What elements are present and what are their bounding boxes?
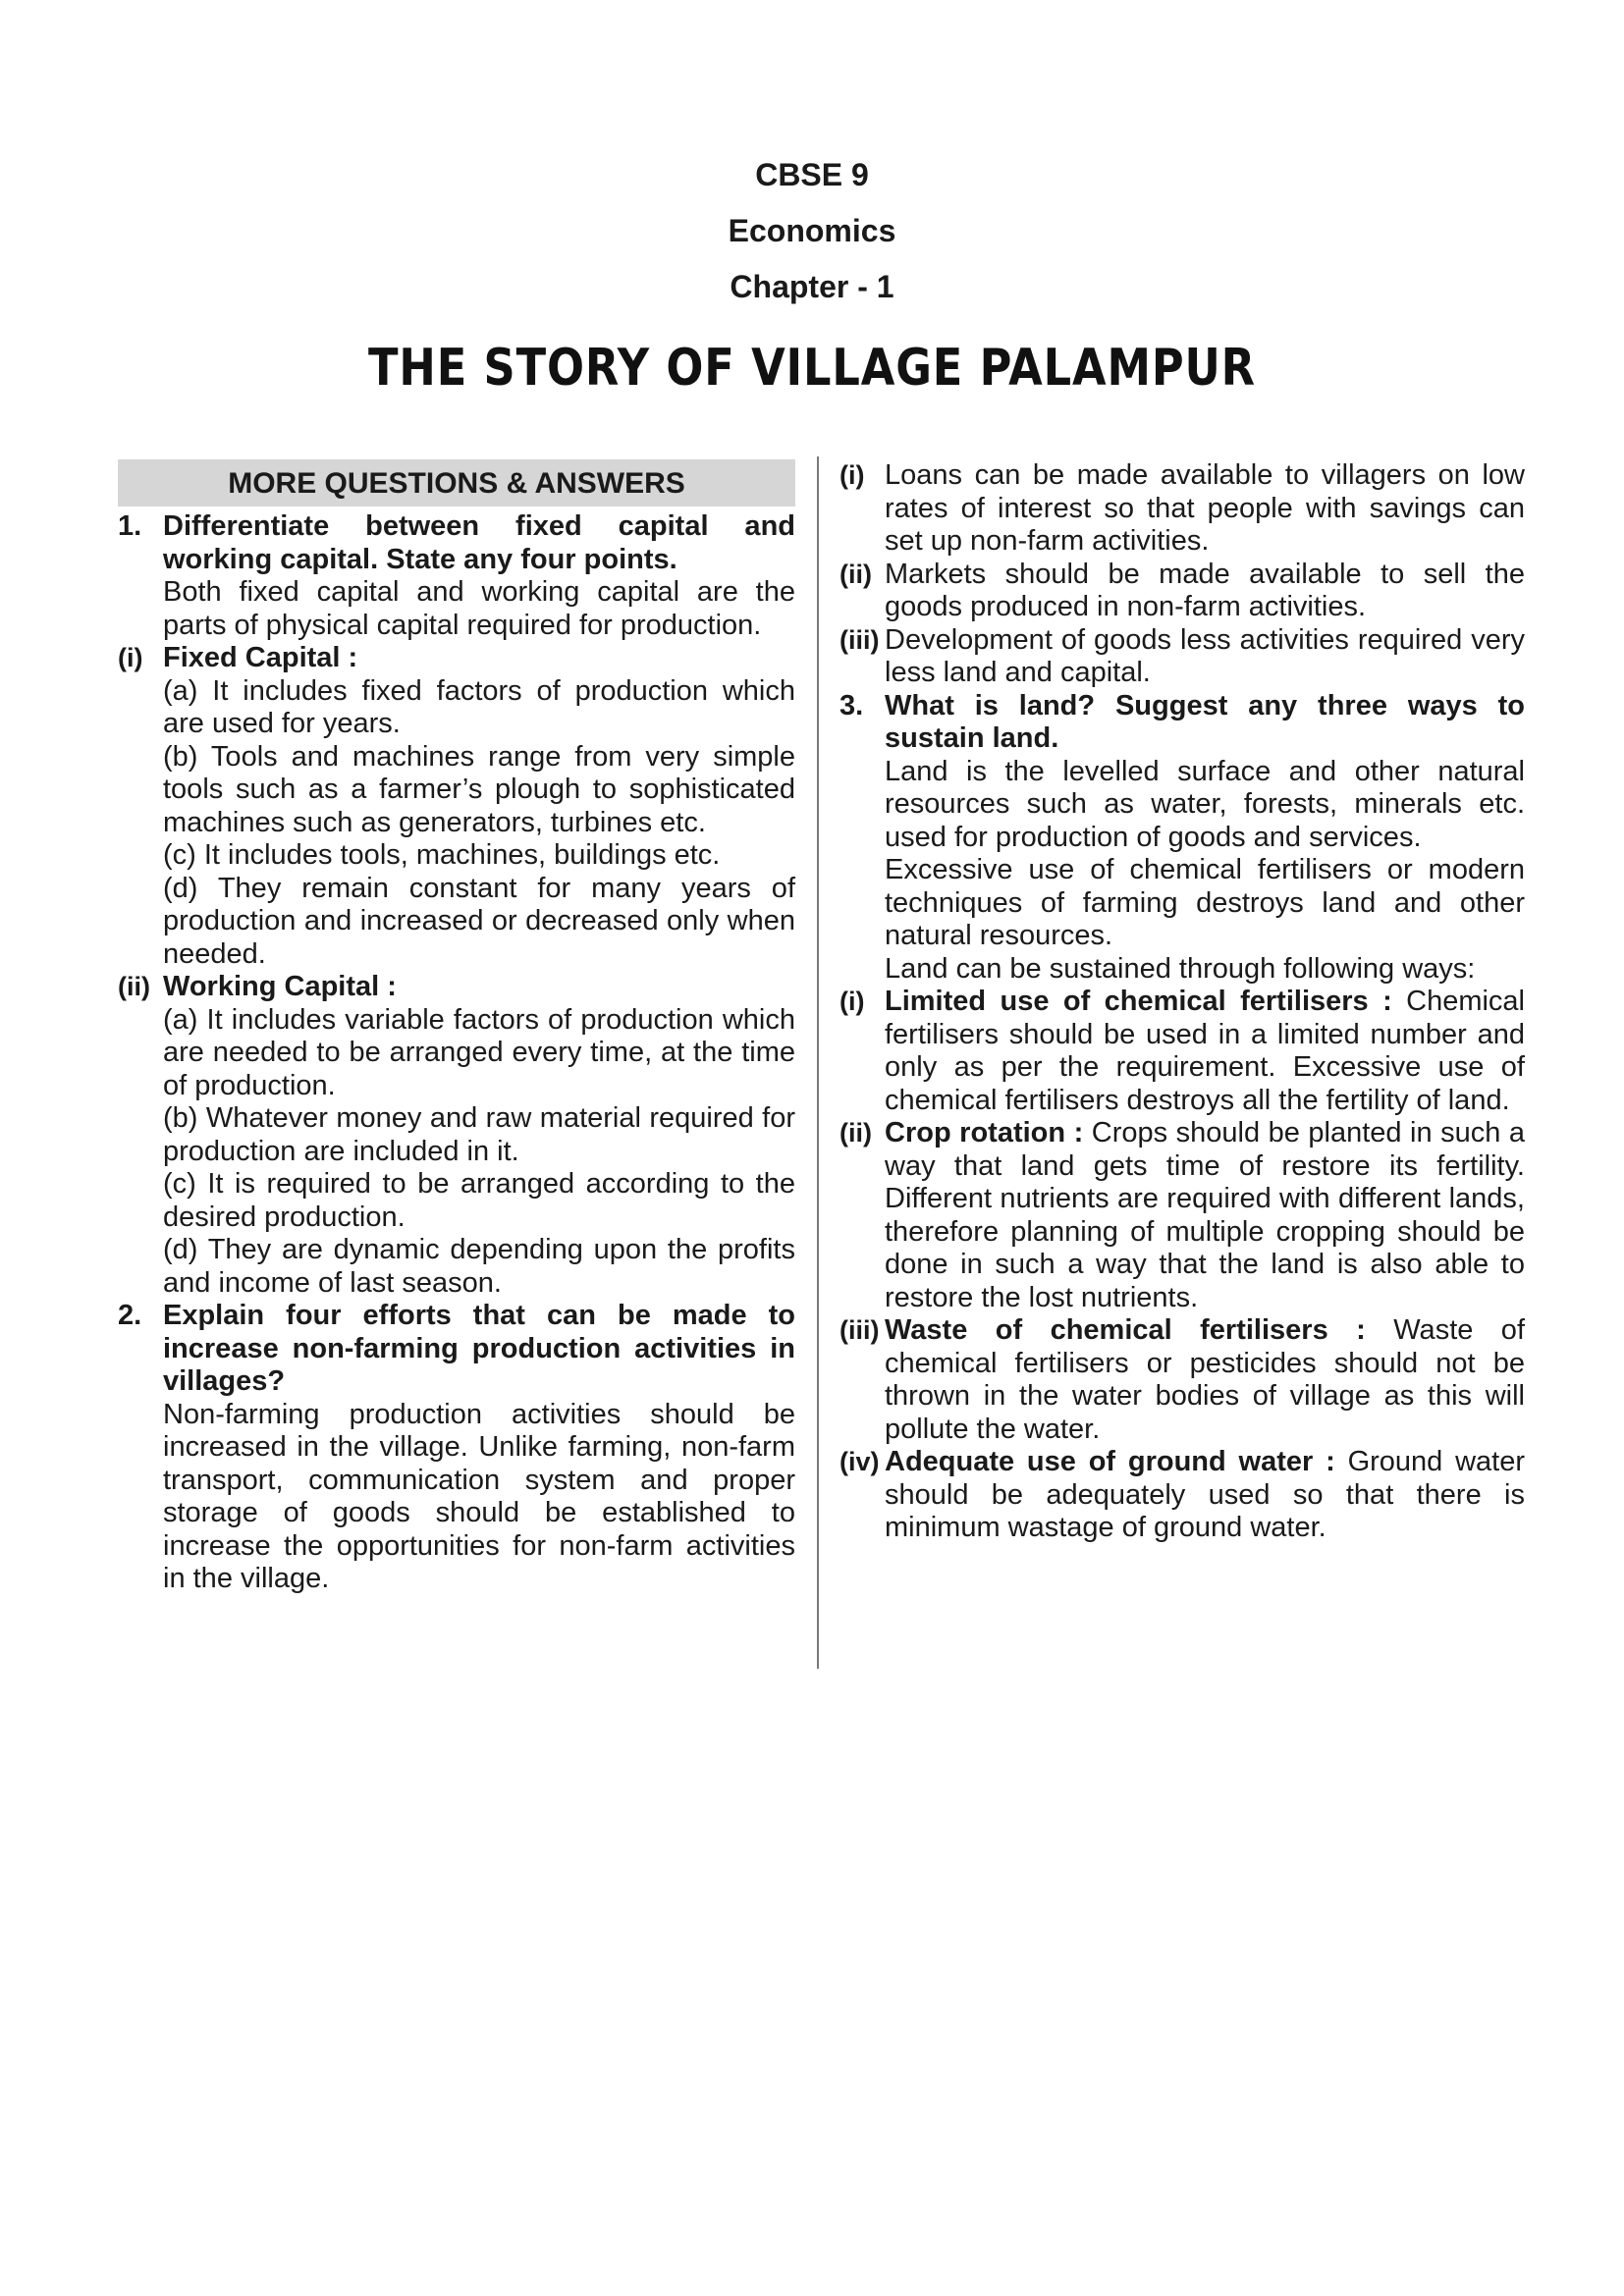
point-number: (i) <box>839 987 865 1016</box>
question-number: 1. <box>118 510 142 542</box>
list-item <box>839 624 1525 690</box>
question-text: What is land? Suggest any three ways to sustain land. <box>885 689 1525 754</box>
point-number: (iii) <box>839 624 880 655</box>
answer-paragraph: Land can be sustained through following ways: <box>885 952 1476 985</box>
list-item: (b) Whatever money and raw material required for production are included in it. <box>163 1102 795 1167</box>
point-body: Chemical fertilisers should be used in a limited number and only as per the requirement. Excessive use of chemical fertilisers destroys all the fertility of land. <box>885 986 1525 1116</box>
fixed-capital-block <box>118 642 795 971</box>
question-2 <box>118 1300 795 1596</box>
point-heading: Limited use of chemical fertilisers : <box>885 986 1392 1017</box>
chapter-title: THE STORY OF VILLAGE PALAMPUR <box>368 339 1256 398</box>
list-item: (a) It includes variable factors of production which are needed to be arranged every time, at the time of production. <box>163 1003 795 1101</box>
question-number: 3. <box>839 689 864 721</box>
list-item <box>839 1446 1525 1545</box>
point-number: (iv) <box>839 1447 880 1476</box>
list-item: (c) It is required to be arranged according to the desired production. <box>163 1168 795 1233</box>
point-heading: Crop rotation : <box>885 1117 1084 1148</box>
list-item: (c) It includes tools, machines, buildings etc. <box>163 839 721 871</box>
point-text <box>885 1446 1525 1545</box>
point-number: (ii) <box>839 559 872 589</box>
question-text: Explain four efforts that can be made to increase non-farming production activities in villages? <box>163 1300 795 1397</box>
point-text: Development of goods less activities required very less land and capital. <box>885 623 1525 688</box>
point-heading: Adequate use of ground water : <box>885 1446 1335 1477</box>
point-body: Waste of chemical fertilisers or pesticides should not be thrown in the water bodies of village as this will pollute the water. <box>885 1314 1525 1445</box>
chapter-label: Chapter - 1 <box>730 269 894 304</box>
column-divider <box>817 456 819 1669</box>
point-number: (iii) <box>839 1315 880 1345</box>
list-item <box>839 1314 1525 1446</box>
answer-text: Non-farming production activities should be increased in the village. Unlike farming, non-farm transport, communication system and proper storage of goods should be established to increase the opportunities for non-farm activities in the village. <box>163 1398 795 1594</box>
subject-label: Economics <box>728 213 896 248</box>
point-heading: Waste of chemical fertilisers : <box>885 1314 1366 1346</box>
point-heading: Fixed Capital : <box>163 642 358 673</box>
point-text <box>885 1314 1525 1446</box>
point-body: Crops should be planted in such a way that land gets time of restore its fertility. Different nutrients are required with different lands, therefore planning of multiple cropping should be done in such a way that the land is also able to restore the lost nutrients. <box>885 1117 1526 1313</box>
point-number: (i) <box>118 643 143 672</box>
list-item <box>839 459 1525 559</box>
section-banner: MORE QUESTIONS & ANSWERS <box>118 459 795 507</box>
answer-paragraph: Land is the levelled surface and other natural resources such as water, forests, minerals etc. used for production of goods and services. <box>885 755 1525 853</box>
point-text: Markets should be made available to sell the goods produced in non-farm activities. <box>885 558 1525 622</box>
page-header <box>0 147 1624 315</box>
point-text <box>885 1117 1525 1314</box>
question-number: 2. <box>118 1300 142 1331</box>
point-number: (i) <box>839 460 865 490</box>
point-body: Ground water should be adequately used so that there is minimum wastage of ground water. <box>885 1446 1526 1543</box>
right-column <box>839 459 1525 1545</box>
left-column <box>118 459 795 1596</box>
point-number: (ii) <box>839 1118 872 1148</box>
class-label: CBSE 9 <box>755 157 869 192</box>
question-text: Differentiate between fixed capital and working capital. State any four points. <box>163 510 795 575</box>
working-capital-block <box>118 971 795 1300</box>
point-heading: Working Capital : <box>163 971 397 1002</box>
list-item: (d) They are dynamic depending upon the profits and income of last season. <box>163 1234 795 1299</box>
list-item <box>839 559 1525 624</box>
answer-intro: Both fixed capital and working capital are the parts of physical capital required for production. <box>163 576 795 641</box>
point-number: (ii) <box>118 972 150 1001</box>
list-item: (d) They remain constant for many years of production and increased or decreased only when needed. <box>163 872 795 970</box>
list-item <box>839 986 1525 1117</box>
point-text <box>885 986 1525 1117</box>
question-1 <box>118 510 795 642</box>
point-text: Loans can be made available to villagers on low rates of interest so that people with savings can set up non-farm activities. <box>885 459 1525 557</box>
answer-paragraph: Excessive use of chemical fertilisers or modern techniques of farming destroys land and other natural resources. <box>885 854 1525 951</box>
list-item <box>839 1117 1525 1314</box>
question-3 <box>839 690 1525 987</box>
list-item: (b) Tools and machines range from very simple tools such as a farmer’s plough to sophisticated machines such as generators, turbines etc. <box>163 740 795 838</box>
list-item: (a) It includes fixed factors of production which are used for years. <box>163 674 795 739</box>
